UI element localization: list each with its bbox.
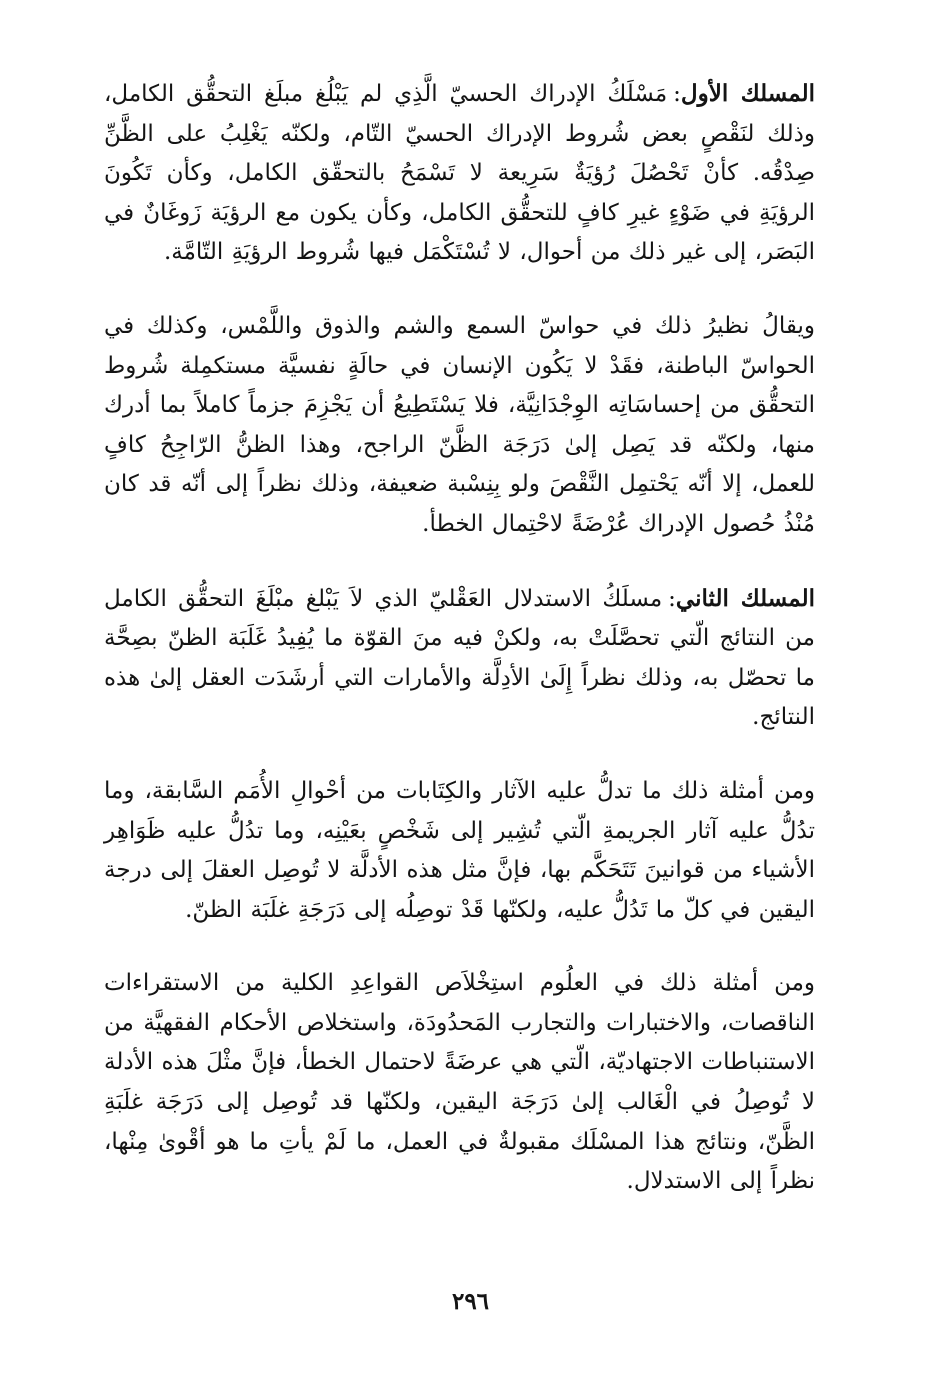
paragraph-examples-sciences xyxy=(104,964,815,1202)
paragraph-heading: المسلك الأول xyxy=(680,80,815,107)
heading-colon: : xyxy=(673,81,681,107)
paragraph-text: ومن أمثلة ذلك ما تدلُّ عليه الآثار والكِتَابات من أحْوالِ الأُمَم السَّابقة، وما تدُلُّ عليه آثار الجريمةِ الّتي تُشِير إلى شَخْصٍ بعَيْنِه، وما تدُلُّ عليه ظَوَاهِر الأشياء من قوانينَ تَتَحَكَّم بها، فإنَّ مثل هذه الأدلَّة لا تُوصِل العقلَ إلى درجة اليقين في كلّ ما تَدُلُّ عليه، ولكنّها قَدْ توصِلُه إلى دَرَجَةِ غلَبَة الظنّ. xyxy=(104,777,815,923)
paragraph-text: مَسْلَكُ الإدراك الحسيّ الَّذِي لم يَبْلُغ مبلَغ التحقُّق الكامل، وذلك لنَقْصٍ بعض شُروط الإدراك الحسيّ التّام، ولكنّه يَغْلِبُ على الظَّنِّ صِدْقُه. كأنْ تَحْصُلَ رُؤيَةٌ سَرِيعة لا تَسْمَحُ بالتحقّق الكامل، وكأن تَكُونَ الرؤيَةِ في ضَوْءٍ غيرِ كافٍ للتحقُّق الكامل، وكأن يكون مع الرؤيَة زَوغَانٌ في البَصَر، إلى غير ذلك من أحوال، لا تُسْتَكْمَل فيها شُروط الرؤيَةِ التّامَّة. xyxy=(104,81,815,266)
page-number: ٢٩٦ xyxy=(451,1288,490,1315)
paragraph-text: مسلَكُ الاستدلال العَقْليّ الذي لاَ يَبْلغ مبْلَغَ التحقُّق الكامل من النتائج الّتي تحصَّلَتْ به، ولكنْ فيه منَ القوّة ما يُفِيدُ غَلَبَة الظنّ بصِحَّة ما تحصّل به، وذلك نظراً إِلَىٰ الأدِلَّة والأمارات التي أرشَدَت العقل إلىٰ هذه النتائج. xyxy=(104,585,815,731)
paragraph-text: ويقالُ نظيرُ ذلك في حواسّ السمع والشم والذوق واللَّمْس، وكذلك في الحواسّ الباطنة، فقَدْ لا يَكُون الإنسان في حالَةٍ نفسيَّة مستكمِلة شُروط التحقُّق من إحساسَاتِه الوِجْدَانِيَّة، فلا يَسْتَطِيعُ أن يَجْزِمَ جزماً كاملاً بما أدرك منها، ولكنّه قد يَصِل إلىٰ دَرَجَة الظَّنّ الراجح، وهذا الظنُّ الرّاجِحُ كافٍ للعمل، إلا أنّه يَحْتمِل النَّقْصَ ولو بِنِسْبة ضعيفة، وذلك نظراً إلى أنّه قد كان مُنْذُ حُصول الإدراك عُرْضَةً لاحْتِمال الخطأ. xyxy=(104,312,815,537)
paragraph-text: ومن أمثلة ذلك في العلُوم استِخْلاَص القواعِدِ الكلية من الاستقراءات الناقصات، والاختبارات والتجارب المَحدُودَة، واستخلاص الأحكام الفقهيَّة من الاستنباطات الاجتهاديّة، الّتي هي عرضَةً لاحتمال الخطأ، فإنَّ مثْلَ هذه الأدلة لا تُوصِلُ في الْغَالب إلىٰ دَرَجَة اليقين، ولكنّها قد تُوصِل إلى دَرَجَة غلَبَةِ الظَّنّ، ونتائج هذا المسْلَك مقبولةٌ في العمل، ما لَمْ يأتِ ما هو أقْوىٰ مِنْها، نظراً إلى الاستدلال. xyxy=(104,970,815,1195)
paragraph-second-path xyxy=(104,579,815,738)
paragraph-first-path xyxy=(104,74,815,273)
paragraph-examples-history xyxy=(104,772,815,930)
paragraph-senses xyxy=(104,307,815,545)
paragraph-heading: المسلك الثاني xyxy=(675,584,816,612)
heading-colon: : xyxy=(668,585,676,612)
body-text xyxy=(104,74,815,1236)
